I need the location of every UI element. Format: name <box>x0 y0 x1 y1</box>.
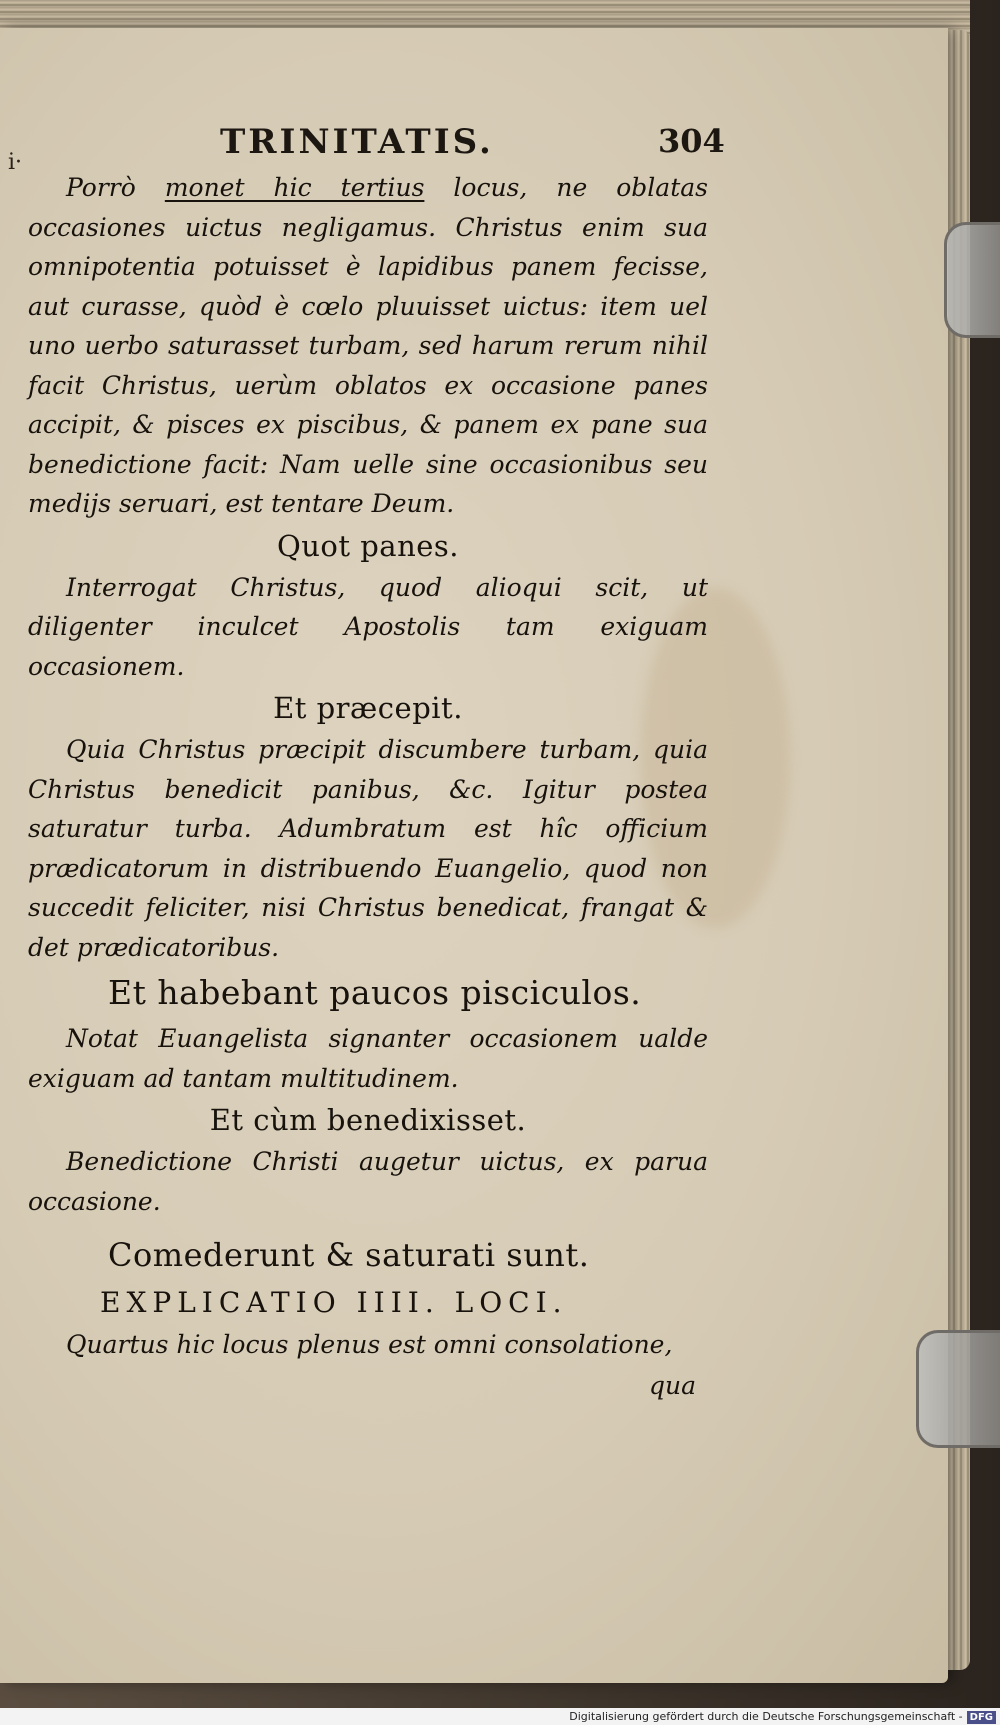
catchword: qua <box>648 1370 696 1400</box>
paragraph-notat: Notat Euangelista signanter occasionem ualde exiguam ad tantam multitudinem. <box>28 1024 708 1093</box>
heading-quot-panes: Quot panes. <box>276 528 460 563</box>
digitization-footer <box>0 1708 1000 1725</box>
main-text <box>28 168 708 1407</box>
paragraph-porro <box>28 168 708 524</box>
heading-et-praecepit: Et præcepit. <box>273 691 463 725</box>
para1-underlined: monet hic tertius <box>164 173 425 202</box>
paragraph-benedictione: Benedictione Christi augetur uictus, ex parua occasione. <box>28 1147 708 1216</box>
margin-mark: i· <box>8 150 23 175</box>
paragraph-interrogat: Interrogat Christus, quod alioqui scit, ut diligenter inculcet Apostolis tam exiguam occasionem. <box>28 572 708 681</box>
folio-number: 304 <box>658 122 725 160</box>
dfg-logo: DFG <box>967 1711 996 1724</box>
paragraph-quartus: Quartus hic locus plenus est omni consolatione, <box>66 1330 673 1359</box>
heading-comederunt: Comederunt & saturati sunt. <box>108 1236 590 1274</box>
page-clip-bottom <box>916 1330 1000 1448</box>
heading-paucos-pisciculos: Et habebant paucos pisciculos. <box>108 973 642 1012</box>
footer-credit: Digitalisierung gefördert durch die Deutsche Forschungsgemeinschaft - <box>569 1710 963 1723</box>
page-header <box>30 122 730 166</box>
heading-explicatio: EXPLICATIO IIII. LOCI. <box>100 1286 568 1319</box>
paragraph-quia: Quia Christus præcipit discumbere turbam, quia Christus benedicit panibus, &c. Igitur postea saturatur turba. Adumbratum est hîc officium prædicatorum in distribuendo Euangelio, quod non succedit feliciter, nisi Christus benedicat, frangat & det prædicatoribus. <box>28 735 708 962</box>
para1-lead: Porrò <box>66 173 165 202</box>
page-clip-top <box>944 222 1000 338</box>
running-head: TRINITATIS. <box>220 122 494 162</box>
heading-benedixisset: Et cùm benedixisset. <box>209 1103 527 1137</box>
para1-rest: locus, ne oblatas occasiones uictus negligamus. Christus enim sua omnipotentia potuisset è lapidibus panem fecisse, aut curasse, quòd è cœlo pluuisset uictus: item uel uno uerbo saturasset turbam, sed harum rerum nihil facit Christus, uerùm oblatos ex occasione panes accipit, & pisces ex piscibus, & panem ex pane sua benedictione facit: Nam uelle sine occasionibus seu medijs seruari, est tentare Deum. <box>28 173 708 518</box>
